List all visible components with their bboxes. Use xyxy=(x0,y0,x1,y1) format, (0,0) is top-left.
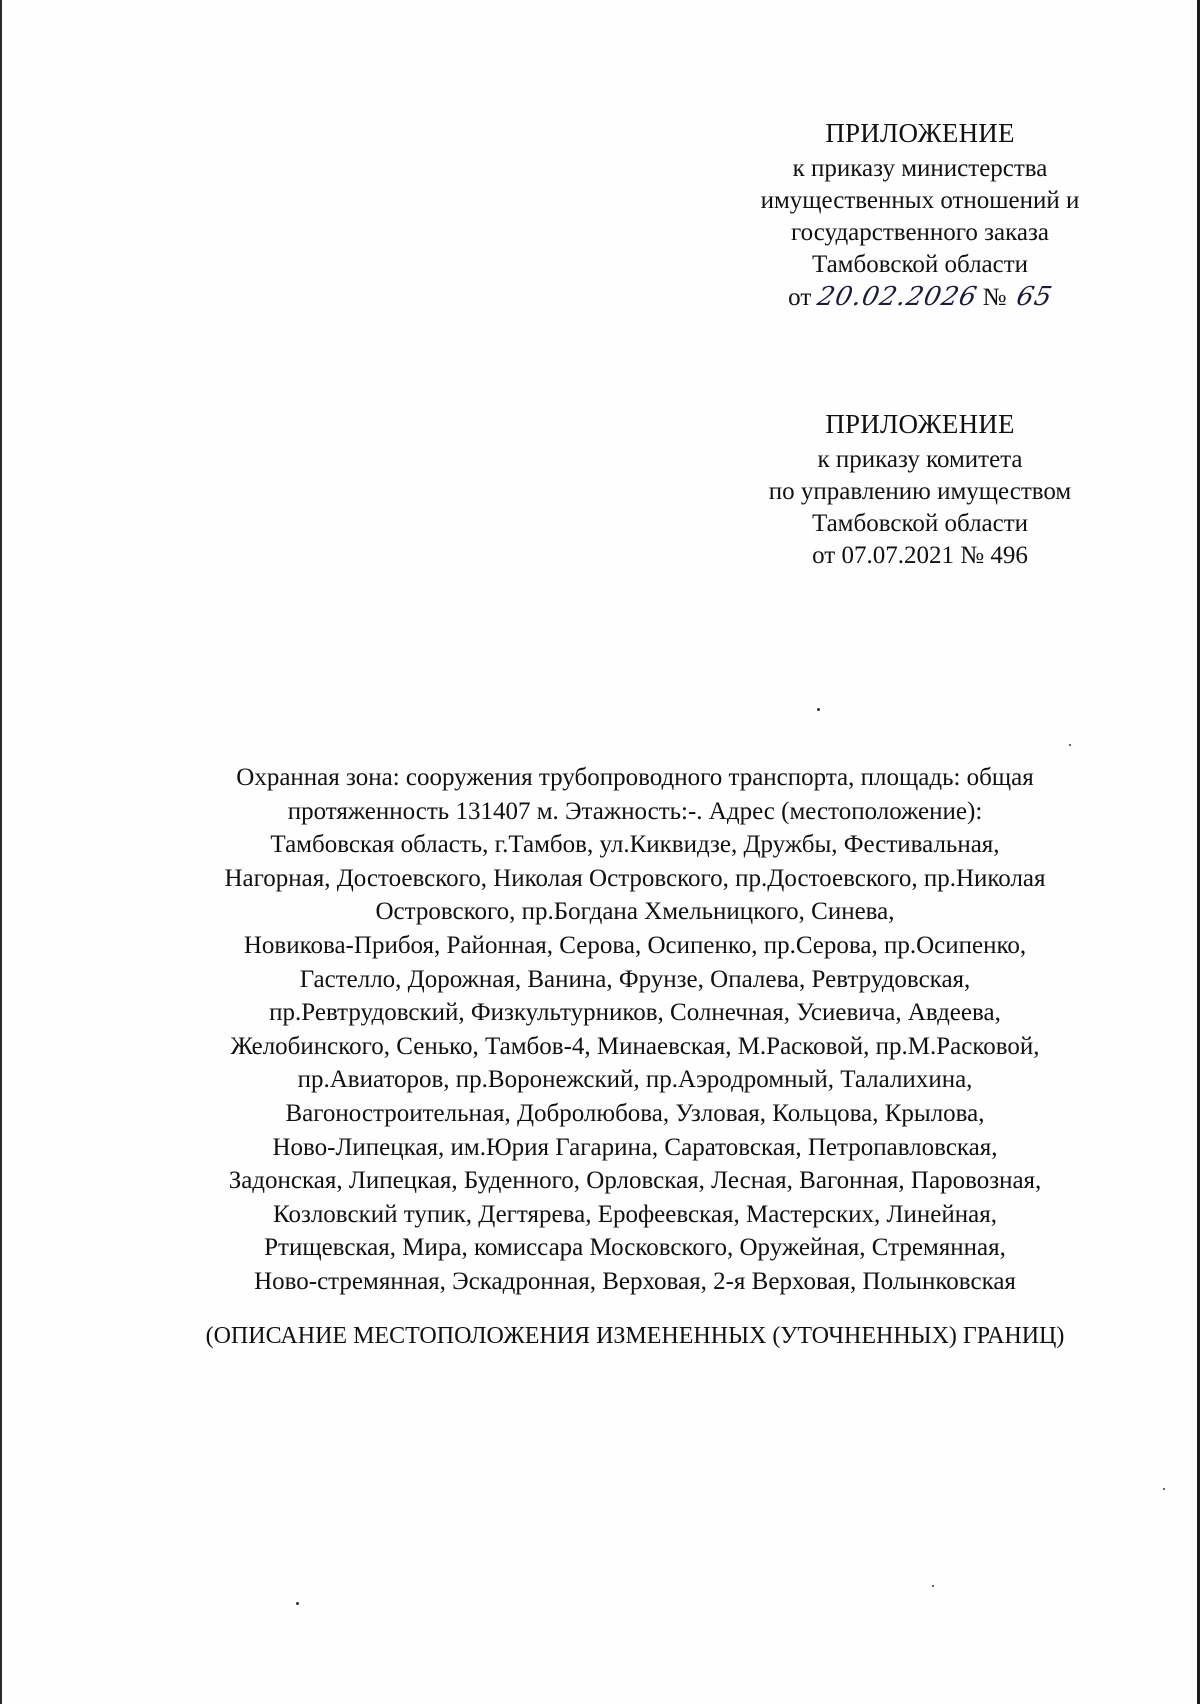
description-line: Ново-стремянная, Эскадронная, Верховая, 2-я Верховая, Полынковская xyxy=(254,1267,1016,1295)
description-line: Тамбовская область, г.Тамбов, ул.Киквидзе, Дружбы, Фестивальная, xyxy=(270,831,1000,859)
description-line: Нагорная, Достоевского, Николая Островского, пр.Достоевского, пр.Николая xyxy=(224,864,1046,892)
description-line: Ртищевская, Мира, комиссара Московского, Оружейная, Стремянная, xyxy=(264,1234,1006,1262)
description-line: Задонская, Липецкая, Буденного, Орловская, Лесная, Вагонная, Паровозная, xyxy=(228,1167,1042,1195)
appendix-previous-heading: ПРИЛОЖЕНИЕ xyxy=(825,409,1015,439)
description-line: Желобинского, Сенько, Тамбов-4, Минаевская, М.Расковой, пр.М.Расковой, xyxy=(230,1032,1040,1060)
description-line: Охранная зона: сооружения трубопроводного транспорта, площадь: общая xyxy=(236,764,1034,791)
appendix-current-line: Тамбовской области xyxy=(811,251,1029,278)
description-line: Ново-Липецкая, им.Юрия Гагарина, Саратовская, Петропавловская, xyxy=(272,1133,998,1161)
description-line: Вагоностроительная, Добролюбова, Узловая, Кольцова, Крылова, xyxy=(285,1099,985,1127)
description-line: протяженность 131407 м. Этажность:-. Адрес (местоположение): xyxy=(287,797,983,825)
description-line: Островского, пр.Богдана Хмельницкого, Синева, xyxy=(375,898,895,926)
scan-speck xyxy=(817,708,820,711)
appendix-previous-line: к приказу комитета xyxy=(817,446,1023,473)
date-prefix: от xyxy=(788,284,812,311)
handwritten-number: 65 xyxy=(1013,282,1056,312)
appendix-current-heading: ПРИЛОЖЕНИЕ xyxy=(825,118,1015,148)
protection-zone-description xyxy=(150,761,1120,1299)
scan-left-edge xyxy=(0,0,2,1704)
appendix-current-line: государственного заказа xyxy=(791,219,1049,246)
scan-speck xyxy=(932,1585,934,1587)
appendix-previous-line: Тамбовской области xyxy=(811,510,1029,537)
appendix-current-date-line xyxy=(720,281,1120,314)
scan-speck xyxy=(1163,1488,1165,1490)
description-line: пр.Авиаторов, пр.Воронежский, пр.Аэродромный, Талалихина, xyxy=(297,1066,973,1094)
appendix-previous-block xyxy=(720,406,1120,572)
boundary-description-subtitle: (ОПИСАНИЕ МЕСТОПОЛОЖЕНИЯ ИЗМЕНЕННЫХ (УТОЧНЕННЫХ) ГРАНИЦ) xyxy=(205,1323,1065,1349)
appendix-current-line: к приказу министерства xyxy=(792,155,1048,182)
scan-speck xyxy=(1069,744,1071,746)
handwritten-date: 20.02.2026 xyxy=(814,282,980,312)
appendix-current-line: имущественных отношений и xyxy=(760,187,1080,214)
appendix-previous-line: от 07.07.2021 № 496 xyxy=(812,542,1028,569)
description-line: Гастелло, Дорожная, Ванина, Фрунзе, Опалева, Ревтрудовская, xyxy=(299,965,971,993)
description-line: Козловский тупик, Дегтярева, Ерофеевская, Мастерских, Линейная, xyxy=(273,1200,997,1228)
description-line: Новикова-Прибоя, Районная, Серова, Осипенко, пр.Серова, пр.Осипенко, xyxy=(243,931,1027,959)
appendix-previous-line: по управлению имуществом xyxy=(768,478,1072,505)
scan-speck xyxy=(296,1602,299,1605)
number-prefix: № xyxy=(982,284,1007,311)
appendix-current-block xyxy=(720,115,1120,314)
description-line: пр.Ревтрудовский, Физкультурников, Солнечная, Усиевича, Авдеева, xyxy=(269,999,1001,1027)
